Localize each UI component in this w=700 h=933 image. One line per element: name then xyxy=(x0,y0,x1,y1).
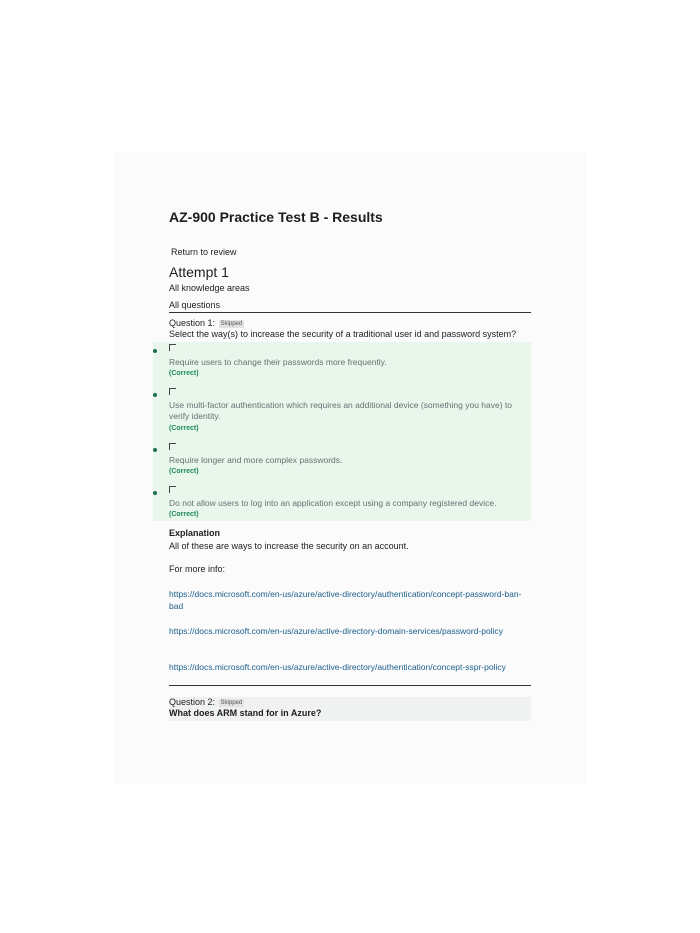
reference-link-3[interactable]: https://docs.microsoft.com/en-us/azure/active-directory/authentication/concept-sspr-policy xyxy=(169,662,506,672)
question-1-text: Select the way(s) to increase the security of a traditional user id and password system? xyxy=(169,329,517,339)
correct-label: (Correct) xyxy=(169,511,199,518)
question-2-text: What does ARM stand for in Azure? xyxy=(169,708,322,718)
bullet-icon xyxy=(153,349,157,353)
reference-link-2[interactable]: https://docs.microsoft.com/en-us/azure/active-directory-domain-services/password-policy xyxy=(169,626,503,636)
reference-link-1[interactable]: https://docs.microsoft.com/en-us/azure/active-directory/authentication/concept-password-ban-bad xyxy=(169,589,522,611)
question-2-label: Question 2: xyxy=(169,697,216,707)
checkbox-icon xyxy=(169,443,176,450)
return-to-review-link[interactable]: Return to review xyxy=(171,247,237,257)
answer-text: Require longer and more complex passwords. xyxy=(169,455,343,465)
more-info-label: For more info: xyxy=(169,564,226,574)
correct-label: (Correct) xyxy=(169,468,199,475)
bullet-icon xyxy=(153,448,157,452)
question-divider xyxy=(169,685,531,686)
status-badge: Skipped xyxy=(220,320,243,327)
question-2-header xyxy=(169,697,531,721)
checkbox-icon xyxy=(169,344,176,351)
page-title: AZ-900 Practice Test B - Results xyxy=(169,209,383,225)
attempt-heading: Attempt 1 xyxy=(169,264,229,280)
answer-text: Require users to change their passwords more frequently. xyxy=(169,357,387,367)
bullet-icon xyxy=(153,491,157,495)
answer-list xyxy=(153,342,531,521)
explanation-text: All of these are ways to increase the security on an account. xyxy=(169,541,409,551)
explanation-heading: Explanation xyxy=(169,528,221,538)
answer-text: Do not allow users to log into an application except using a company registered device. xyxy=(169,498,497,508)
checkbox-icon xyxy=(169,486,176,493)
answer-text: Use multi-factor authentication which requires an additional device (something you have) to verify identity. xyxy=(169,400,513,421)
results-page xyxy=(113,152,585,784)
status-badge: Skipped xyxy=(220,699,243,706)
bullet-icon xyxy=(153,393,157,397)
checkbox-icon xyxy=(169,388,176,395)
correct-label: (Correct) xyxy=(169,425,199,432)
all-questions-filter[interactable]: All questions xyxy=(169,300,531,313)
question-1-header xyxy=(169,318,531,339)
knowledge-areas-filter[interactable]: All knowledge areas xyxy=(169,283,250,293)
question-1-label: Question 1: xyxy=(169,318,216,328)
correct-label: (Correct) xyxy=(169,370,199,377)
